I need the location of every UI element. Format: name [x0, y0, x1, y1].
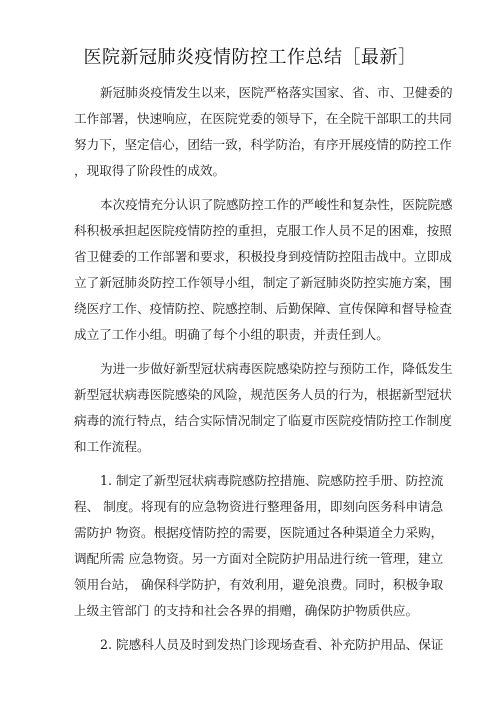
text-line: 努力下，坚定信心，团结一致，科学防治，有序开展疫情的防控工作: [74, 137, 452, 152]
paragraph-gap: [74, 348, 434, 356]
paragraph-gap: [74, 184, 434, 192]
text-line: 本次疫情充分认识了院感防控工作的严峻性和复杂性，医院院感: [100, 197, 453, 212]
text-line: 2. 院感科人员及时到发热门诊现场查看、补充防护用品、保证: [100, 637, 444, 652]
text-line: 需防护 物资。根据疫情防控的需要，医院通过各种渠道全力采购，: [74, 525, 444, 540]
document-body: [74, 80, 453, 658]
text-line: 成立了工作小组。明确了每个小组的职责，并责任到人。: [74, 327, 389, 342]
document-title: 医院新冠肺炎疫情防控工作总结［最新］: [83, 47, 417, 68]
paragraph-intro: [74, 80, 453, 184]
paragraph-item-2: [74, 632, 444, 658]
text-line: 和工作流程。: [74, 439, 150, 454]
text-line: 绕医疗工作、疫情防控、院感控制、后勤保障、宣传保障和督导检查: [74, 301, 452, 316]
text-line: 省卫健委的工作部署和要求，积极投身到疫情防控阻击战中。立即成: [74, 249, 452, 264]
text-line: 工作部署，快速响应，在医院党委的领导下，在全院干部职工的共同: [74, 111, 452, 126]
text-line: 程、 制度。将现有的应急物资进行整理备用，即刻向医务科申请急: [74, 499, 444, 514]
text-line: 新冠肺炎疫情发生以来，医院严格落实国家、省、市、卫健委的: [100, 85, 453, 100]
text-line: 新型冠状病毒医院感染的风险，规范医务人员的行为，根据新型冠状: [74, 387, 452, 402]
paragraph-awareness: [74, 192, 453, 348]
paragraph-gap: [74, 460, 434, 468]
text-line: 领用台站， 确保科学防护，有效利用，避免浪费。同时，积极争取: [74, 577, 444, 592]
text-line: 科积极承担起医院疫情防控的重担，克服工作人员不足的困难，按照: [74, 223, 452, 238]
text-line: ，现取得了阶段性的成效。: [74, 163, 226, 178]
text-line: 为进一步做好新型冠状病毒医院感染防控与预防工作，降低发生: [100, 361, 453, 376]
text-line: 调配所需 应急物资。另一方面对全院防护用品进行统一管理，建立: [74, 551, 444, 566]
paragraph-item-1: [74, 468, 444, 624]
text-line: 立了新冠肺炎防控工作领导小组，制定了新冠肺炎防控实施方案，围: [74, 275, 452, 290]
paragraph-gap: [74, 624, 434, 632]
text-line: 上级主管部门 的支持和社会各界的捐赠，确保防护物质供应。: [74, 603, 419, 618]
text-line: 1. 制定了新型冠状病毒院感防控措施、院感防控手册、防控流: [100, 473, 444, 488]
paragraph-prevention: [74, 356, 453, 460]
text-line: 病毒的流行特点，结合实际情况制定了临夏市医院疫情防控工作制度: [74, 413, 452, 428]
